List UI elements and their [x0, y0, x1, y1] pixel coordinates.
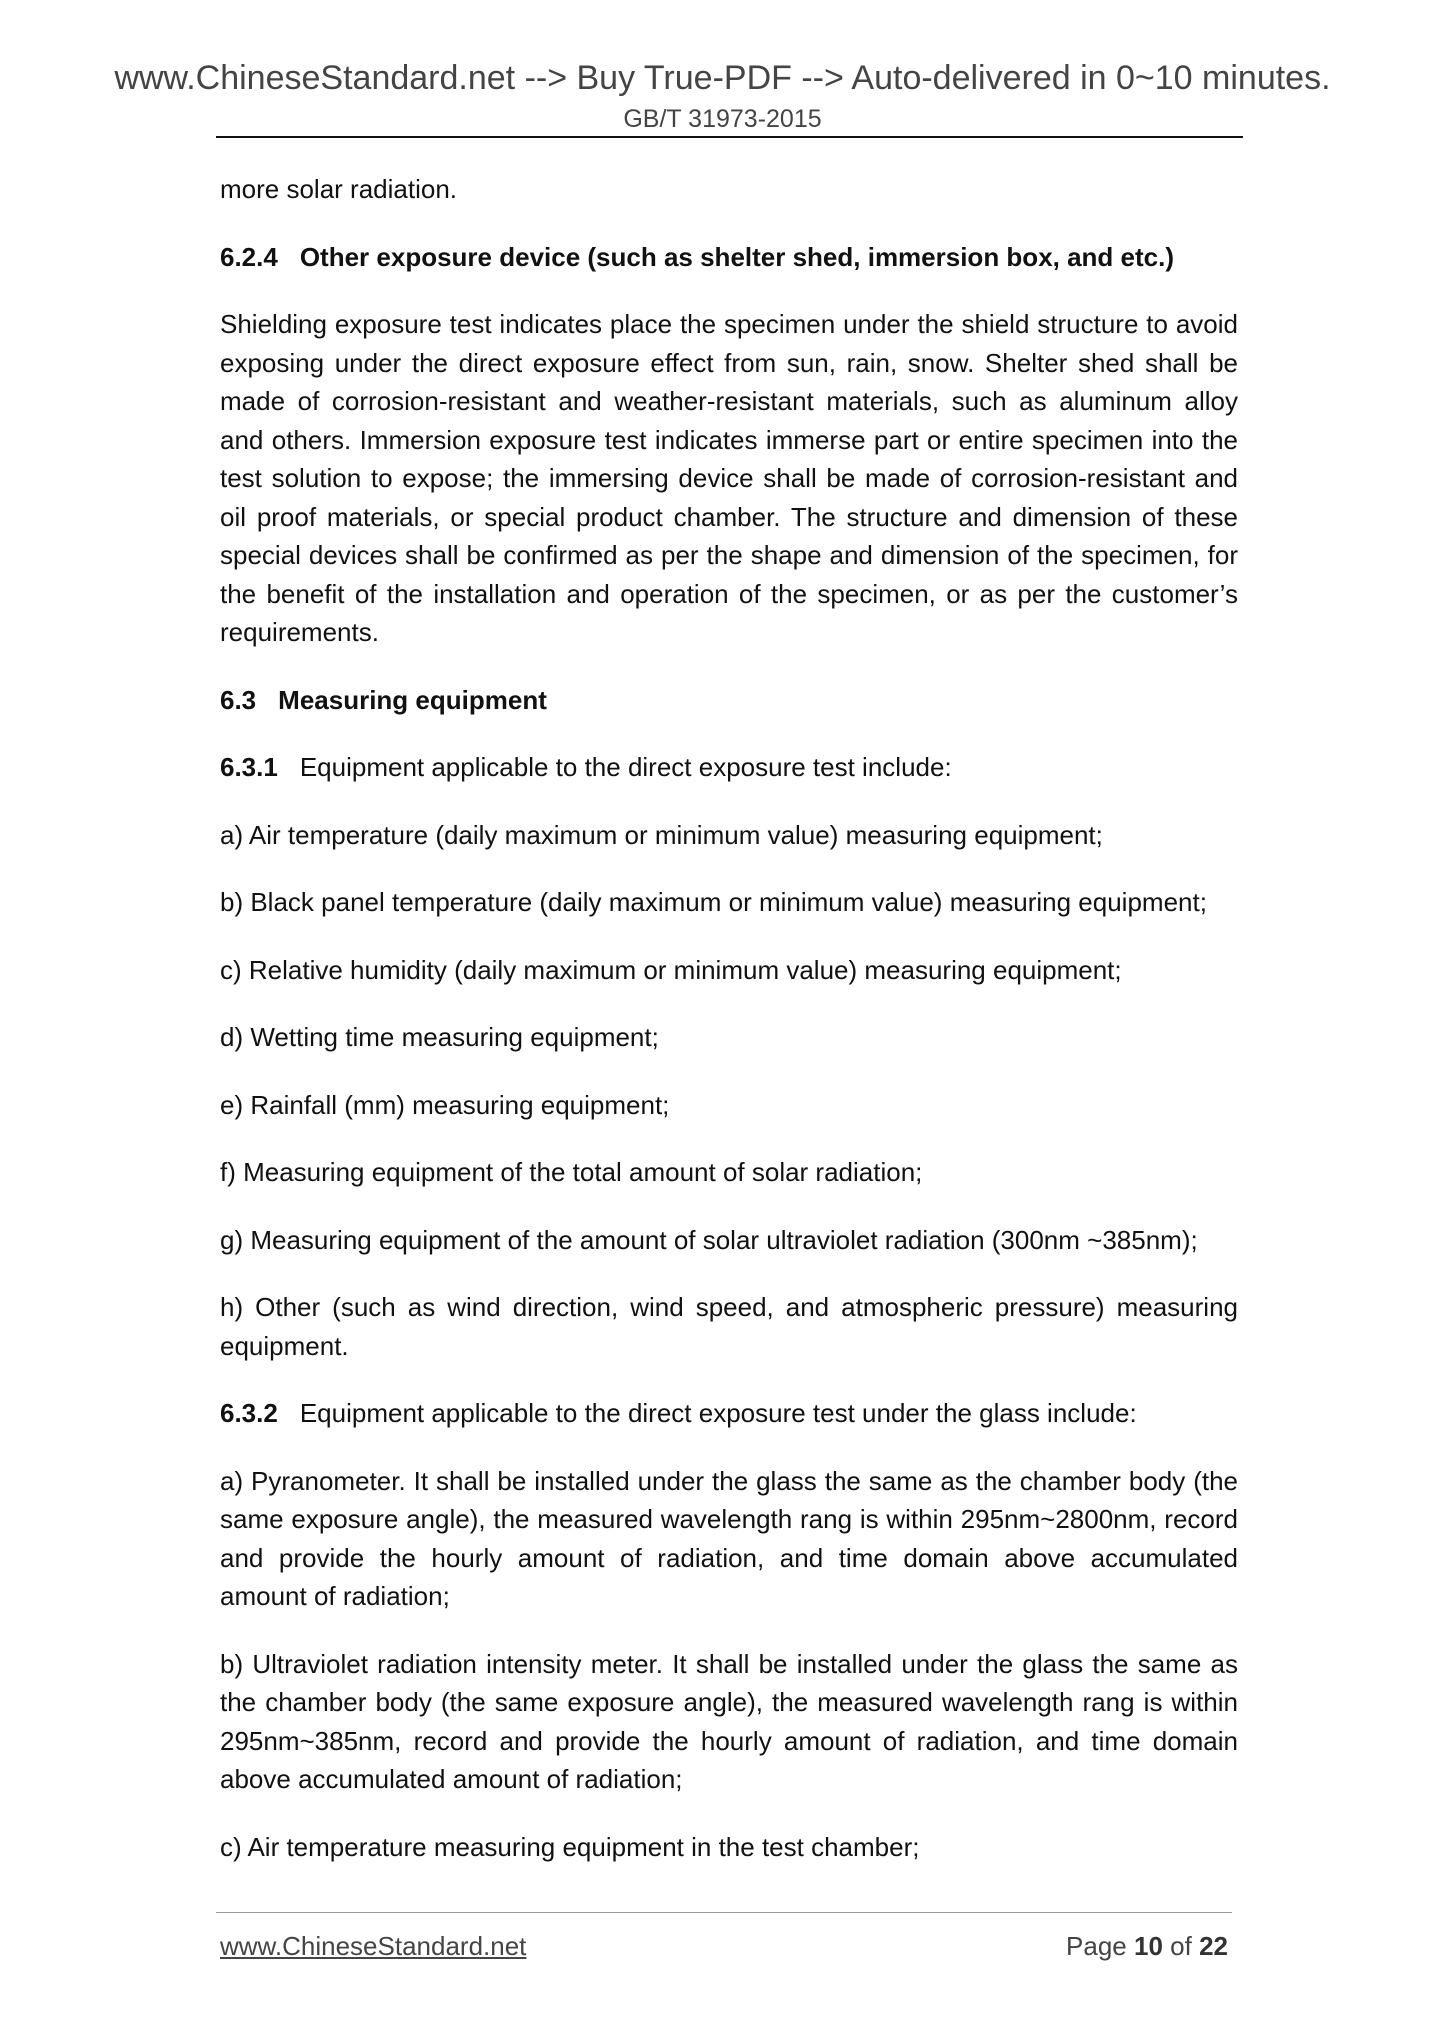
list-item: c) Air temperature measuring equipment in the test chamber;	[220, 1831, 920, 1862]
header-divider	[216, 136, 1243, 138]
section-number: 6.2.4	[220, 241, 278, 272]
list-item: b) Black panel temperature (daily maximum or minimum value) measuring equipment;	[220, 887, 1207, 917]
standard-code: GB/T 31973-2015	[623, 105, 822, 133]
section-number: 6.3.1	[220, 752, 278, 782]
footer-divider	[216, 1912, 1232, 1913]
section-6-3-2	[220, 1394, 1238, 1433]
header-banner-link[interactable]: www.ChineseStandard.net --> Buy True-PDF --> Auto-delivered in 0~10 minutes.	[114, 59, 1331, 97]
section-title: Other exposure device (such as shelter shed, immersion box, and etc.)	[299, 241, 1175, 272]
list-item: e) Rainfall (mm) measuring equipment;	[220, 1089, 670, 1120]
section-text: Equipment applicable to the direct exposure test include:	[299, 752, 952, 782]
page-word: Page	[1066, 1931, 1127, 1961]
of-word: of	[1170, 1931, 1192, 1961]
list-item: g) Measuring equipment of the amount of solar ultraviolet radiation (300nm ~385nm);	[220, 1224, 1198, 1255]
list-item: c) Relative humidity (daily maximum or minimum value) measuring equipment;	[220, 954, 1122, 985]
section-6-2-4-heading	[220, 238, 1238, 277]
section-6-3-heading	[220, 681, 1238, 720]
list-item: a) Pyranometer. It shall be installed under the glass the same as the chamber body (the same exposure angle), the measured wavelength rang is within 295nm~2800nm, record and provide the hourly amount of radiation, and time domain above accumulated amount of radiation;	[220, 1465, 1238, 1611]
list-item: b) Ultraviolet radiation intensity meter. It shall be installed under the glass the same as the chamber body (the same exposure angle), the measured wavelength rang is within 295nm~385nm, record and provide the hourly amount of radiation, and time domain above accumulated amount of radiation;	[220, 1648, 1238, 1794]
section-number: 6.3.2	[220, 1398, 278, 1428]
page-indicator	[1066, 1930, 1228, 1962]
section-number: 6.3	[220, 684, 257, 715]
section-text: Equipment applicable to the direct exposure test under the glass include:	[299, 1398, 1137, 1428]
section-title: Measuring equipment	[278, 684, 547, 715]
list-item: h) Other (such as wind direction, wind speed, and atmospheric pressure) measuring equipment.	[220, 1292, 1238, 1361]
continuation-paragraph: more solar radiation.	[220, 174, 457, 204]
section-6-3-1	[220, 748, 1238, 787]
list-item: a) Air temperature (daily maximum or minimum value) measuring equipment;	[220, 819, 1103, 850]
footer-site-link[interactable]: www.ChineseStandard.net	[220, 1931, 527, 1961]
list-item: f) Measuring equipment of the total amount of solar radiation;	[220, 1157, 923, 1187]
section-6-2-4-text: Shielding exposure test indicates place the specimen under the shield structure to avoid exposing under the direct exposure effect from sun, rain, snow. Shelter shed shall be made of corrosion-resistant and weather-resistant materials, such as aluminum alloy and others. Immersion exposure test indicates immerse part or entire specimen into the test solution to expose; the immersing device shall be made of corrosion-resistant and oil proof materials, or special product chamber. The structure and dimension of these special devices shall be confirmed as per the shape and dimension of the specimen, for the benefit of the installation and operation of the specimen, or as per the customer’s requirements.	[220, 309, 1238, 647]
total-pages: 22	[1199, 1931, 1228, 1961]
page-number: 10	[1134, 1931, 1163, 1961]
list-item: d) Wetting time measuring equipment;	[220, 1022, 659, 1052]
document-body	[220, 170, 1238, 1895]
